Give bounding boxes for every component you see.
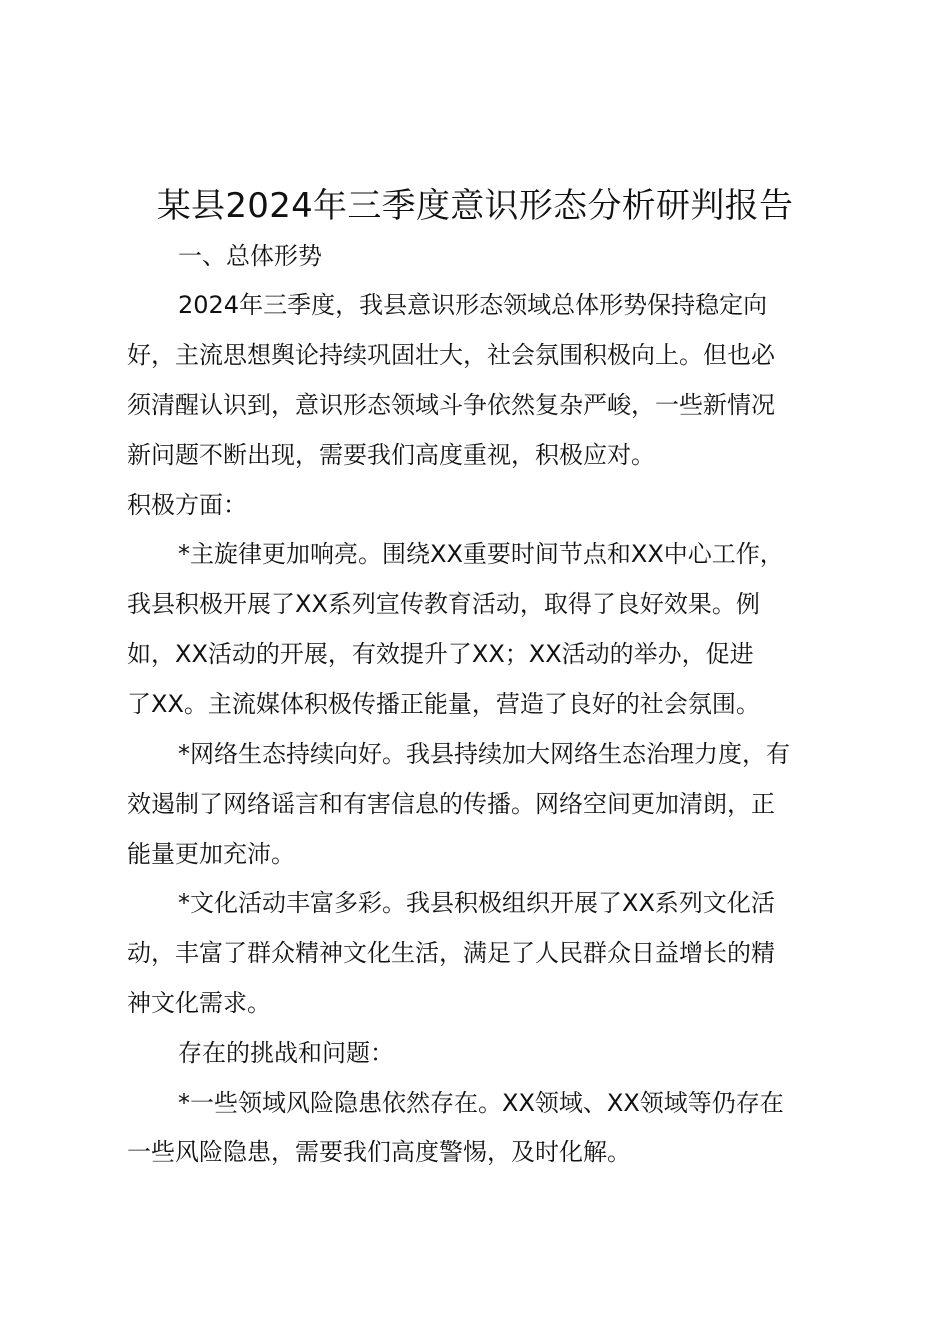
- paragraph-line: 动，丰富了群众精神文化生活，满足了人民群众日益增长的精: [127, 939, 775, 967]
- paragraph-line: *主旋律更加响亮。围绕XX重要时间节点和XX中心工作，: [178, 540, 784, 568]
- paragraph-line: *网络生态持续向好。我县持续加大网络生态治理力度，有: [178, 740, 790, 768]
- paragraph-line: 须清醒认识到，意识形态领域斗争依然复杂严峻，一些新情况: [127, 391, 775, 419]
- subsection-heading: 积极方面：: [127, 491, 247, 519]
- paragraph-line: 神文化需求。: [127, 989, 271, 1017]
- paragraph-line: *一些领域风险隐患依然存在。XX领域、XX领域等仍存在: [178, 1089, 784, 1117]
- paragraph-line: *文化活动丰富多彩。我县积极组织开展了XX系列文化活: [178, 889, 775, 917]
- paragraph-line: 新问题不断出现，需要我们高度重视，积极应对。: [127, 441, 655, 469]
- paragraph-line: 效遏制了网络谣言和有害信息的传播。网络空间更加清朗，正: [127, 790, 775, 818]
- document-title: 某县2024年三季度意识形态分析研判报告: [156, 186, 794, 226]
- section-heading: 一、总体形势: [178, 242, 322, 270]
- paragraph-line: 2024年三季度，我县意识形态领域总体形势保持稳定向: [178, 291, 768, 319]
- paragraph-line: 好，主流思想舆论持续巩固壮大，社会氛围积极向上。但也必: [127, 341, 775, 369]
- paragraph-line: 了XX。主流媒体积极传播正能量，营造了良好的社会氛围。: [127, 690, 760, 718]
- paragraph-line: 能量更加充沛。: [127, 840, 295, 868]
- paragraph-line: 一些风险隐患，需要我们高度警惕，及时化解。: [127, 1138, 631, 1166]
- paragraph-line: 我县积极开展了XX系列宣传教育活动，取得了良好效果。例: [127, 590, 760, 618]
- subsection-heading: 存在的挑战和问题：: [178, 1039, 394, 1067]
- paragraph-line: 如，XX活动的开展，有效提升了XX；XX活动的举办，促进: [127, 640, 754, 668]
